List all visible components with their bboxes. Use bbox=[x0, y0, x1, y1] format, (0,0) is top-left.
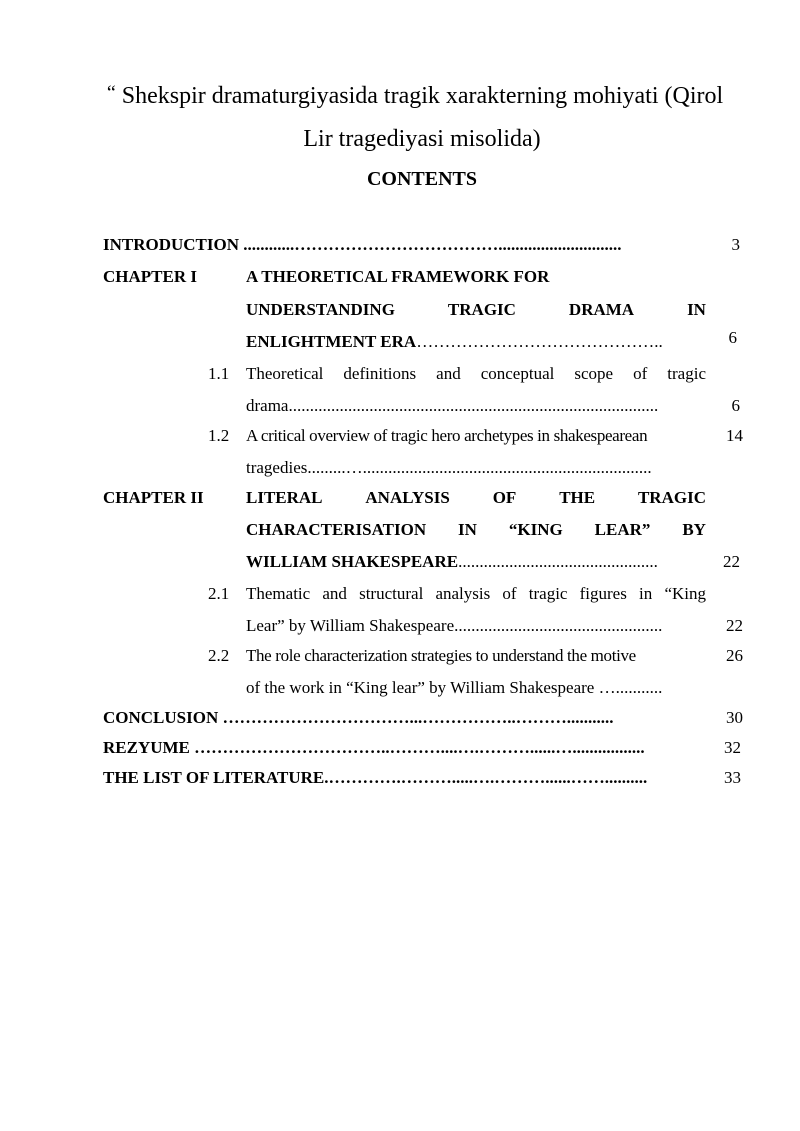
word: of bbox=[502, 584, 517, 603]
word: “King bbox=[664, 584, 706, 603]
word: LEAR” bbox=[594, 520, 651, 539]
toc-literature-page: 33 bbox=[724, 768, 741, 787]
document-title-line-1 bbox=[15, 82, 800, 110]
toc-chapter1-title-line2 bbox=[246, 300, 706, 320]
toc-introduction-page: 3 bbox=[731, 235, 740, 254]
toc-rezyume bbox=[103, 738, 709, 758]
toc-introduction-leader: ............………………………………............................. bbox=[239, 235, 622, 254]
toc-conclusion-page: 30 bbox=[726, 708, 743, 727]
toc-chapter1-title-line3-text: ENLIGHTMENT ERA bbox=[246, 332, 417, 351]
toc-chapter2-title-line2 bbox=[246, 520, 706, 540]
toc-literature-leader: ………….……….....….………......…….......... bbox=[328, 768, 648, 787]
word: CHARACTERISATION bbox=[246, 520, 427, 539]
toc-section-1-1-page: 6 bbox=[731, 396, 740, 415]
word: and bbox=[322, 584, 347, 603]
word: definitions bbox=[343, 364, 417, 383]
toc-section-1-1-number: 1.1 bbox=[208, 364, 230, 383]
toc-chapter2-title-line3 bbox=[246, 552, 706, 572]
toc-chapter1-title-line3 bbox=[246, 332, 663, 352]
word: UNDERSTANDING bbox=[246, 300, 395, 319]
toc-section-1-1-line2: drama....................................................................................... bbox=[246, 396, 659, 415]
toc-chapter1-title-line1: A THEORETICAL FRAMEWORK FOR bbox=[246, 267, 550, 286]
toc-section-2-1-page: 22 bbox=[726, 616, 743, 635]
toc-section-2-1-number: 2.1 bbox=[208, 584, 230, 603]
word: TRAGIC bbox=[447, 300, 516, 319]
toc-literature-label: THE LIST OF LITERATURE. bbox=[103, 768, 329, 787]
word: conceptual bbox=[480, 364, 555, 383]
toc-conclusion-label: CONCLUSION bbox=[103, 708, 219, 727]
toc-chapter2-page: 22 bbox=[723, 552, 740, 571]
toc-rezyume-leader: ……………………………..………....….………......…................. bbox=[189, 738, 645, 757]
word: “KING bbox=[508, 520, 563, 539]
toc-literature bbox=[103, 768, 709, 788]
word: OF bbox=[492, 488, 517, 507]
word: IN bbox=[458, 520, 477, 539]
title-quote-mark: “ bbox=[106, 82, 116, 104]
toc-chapter2-leader: ............................................... bbox=[458, 552, 658, 571]
toc-section-2-1-line1 bbox=[246, 584, 706, 604]
toc-conclusion bbox=[103, 708, 709, 728]
toc-section-1-2-number: 1.2 bbox=[208, 426, 230, 445]
word: DRAMA bbox=[568, 300, 635, 319]
word: tragic bbox=[528, 584, 568, 603]
toc-chapter2-title-line3-text: WILLIAM SHAKESPEARE bbox=[246, 552, 459, 571]
word: TRAGIC bbox=[637, 488, 706, 507]
word: scope bbox=[574, 364, 614, 383]
toc-section-2-2-number: 2.2 bbox=[208, 646, 230, 665]
toc-conclusion-leader: ……………………………...……………..………........... bbox=[218, 708, 614, 727]
toc-introduction-label: INTRODUCTION bbox=[103, 235, 240, 254]
word: Thematic bbox=[246, 584, 311, 603]
word: Theoretical bbox=[246, 364, 324, 383]
toc-section-1-2-line1: A critical overview of tragic hero archetypes in shakespearean bbox=[246, 426, 648, 445]
word: tragic bbox=[667, 364, 706, 383]
word: BY bbox=[682, 520, 706, 539]
word: of bbox=[633, 364, 648, 383]
word: IN bbox=[687, 300, 706, 319]
toc-chapter2-title-line1 bbox=[246, 488, 706, 508]
word: THE bbox=[559, 488, 596, 507]
word: figures bbox=[579, 584, 627, 603]
toc-section-2-2-page: 26 bbox=[726, 646, 743, 665]
word: ANALYSIS bbox=[365, 488, 450, 507]
toc-chapter1-page: 6 bbox=[728, 328, 737, 347]
document-title-line-2: Lir tragediyasi misolida) bbox=[303, 126, 541, 152]
toc-section-2-2-line2: of the work in “King lear” by William Shakespeare …........... bbox=[246, 678, 663, 697]
toc-section-1-1-line1 bbox=[246, 364, 706, 384]
toc-chapter2-label: CHAPTER II bbox=[103, 488, 204, 507]
toc-section-1-2-page: 14 bbox=[726, 426, 743, 445]
contents-heading: CONTENTS bbox=[366, 168, 478, 190]
toc-introduction bbox=[103, 235, 707, 255]
word: in bbox=[639, 584, 653, 603]
word: analysis bbox=[435, 584, 491, 603]
toc-rezyume-page: 32 bbox=[724, 738, 741, 757]
toc-section-2-1-line2: Lear” by William Shakespeare................................................. bbox=[246, 616, 663, 635]
toc-rezyume-label: REZYUME bbox=[103, 738, 190, 757]
title-text-1: Shekspir dramaturgiyasida tragik xarakterning mohiyati (Qirol bbox=[121, 83, 724, 109]
toc-chapter1-leader: …………………………………….. bbox=[416, 332, 663, 351]
toc-section-1-2-line2: tragedies.........….................................................................... bbox=[246, 458, 652, 477]
word: structural bbox=[359, 584, 424, 603]
toc-chapter1-label: CHAPTER I bbox=[103, 267, 197, 286]
word: and bbox=[436, 364, 461, 383]
toc-section-2-2-line1: The role characterization strategies to understand the motive bbox=[246, 646, 636, 665]
word: LITERAL bbox=[246, 488, 323, 507]
